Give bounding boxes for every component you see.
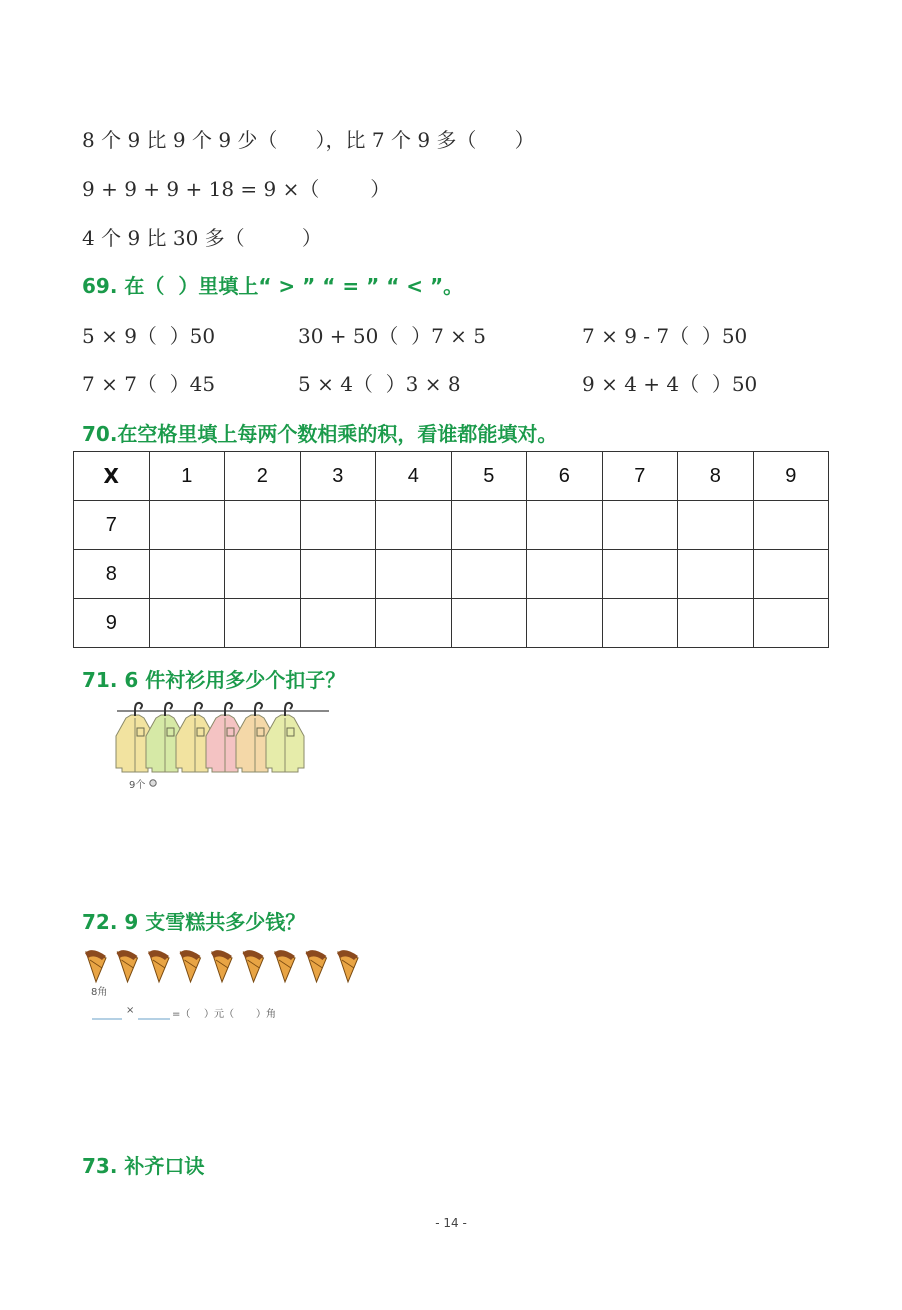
multiplication-table (73, 451, 829, 648)
price-label: 8角 (91, 987, 108, 998)
answer-cell[interactable] (602, 501, 678, 550)
col-header: 9 (753, 452, 829, 501)
shirt-icon (266, 703, 304, 772)
answer-cell[interactable] (376, 501, 452, 550)
table-corner: X (74, 452, 150, 501)
row-header: 9 (74, 599, 150, 648)
answer-cell[interactable] (300, 501, 376, 550)
q69-r2-c1: 7 × 7（ ）45 (82, 372, 216, 396)
col-header: 4 (376, 452, 452, 501)
answer-cell[interactable] (149, 501, 225, 550)
answer-cell[interactable] (678, 599, 754, 648)
q73-title: 73. 补齐口诀 (82, 1154, 205, 1178)
col-header: 5 (451, 452, 527, 501)
answer-cell[interactable] (451, 599, 527, 648)
table-row (74, 599, 829, 648)
answer-cell[interactable] (300, 599, 376, 648)
answer-cell[interactable] (376, 550, 452, 599)
answer-cell[interactable] (451, 550, 527, 599)
page-number: - 14 - (435, 1216, 467, 1230)
row-header: 7 (74, 501, 150, 550)
answer-cell[interactable] (602, 550, 678, 599)
col-header: 7 (602, 452, 678, 501)
icecream-icon (117, 950, 138, 982)
icecream-icon (211, 950, 232, 982)
problem-line-2: 9 + 9 + 9 + 18 = 9 ×（ ） (82, 177, 391, 201)
answer-cell[interactable] (678, 501, 754, 550)
icecream-icon (180, 950, 201, 982)
times-sign: × (126, 1005, 135, 1016)
answer-cell[interactable] (527, 599, 603, 648)
answer-cell[interactable] (376, 599, 452, 648)
icecream-group (85, 950, 358, 982)
answer-cell[interactable] (527, 550, 603, 599)
col-header: 8 (678, 452, 754, 501)
q70-title: 70.在空格里填上每两个数相乘的积，看谁都能填对。 (82, 422, 558, 446)
q69-r2-c3: 9 × 4 + 4（ ）50 (582, 372, 758, 396)
col-header: 2 (225, 452, 301, 501)
answer-cell[interactable] (753, 550, 829, 599)
table-row (74, 550, 829, 599)
q69-r1-c2: 30 + 50（ ）7 × 5 (298, 324, 487, 348)
answer-cell[interactable] (602, 599, 678, 648)
problem-line-1: 8 个 9 比 9 个 9 少（ ），比 7 个 9 多（ ） (82, 128, 535, 152)
table-header-row (74, 452, 829, 501)
button-icon (150, 780, 156, 786)
q72-title: 72. 9 支雪糕共多少钱？ (82, 910, 306, 934)
jiao-unit: ）角 (256, 1009, 276, 1020)
q69-r2-c2: 5 × 4（ ）3 × 8 (298, 372, 461, 396)
icecream-icon (337, 950, 358, 982)
q69-r1-c3: 7 × 9 - 7（ ）50 (582, 324, 748, 348)
answer-cell[interactable] (149, 599, 225, 648)
answer-cell[interactable] (225, 550, 301, 599)
answer-cell[interactable] (300, 550, 376, 599)
problem-line-3: 4 个 9 比 30 多（ ） (82, 226, 322, 250)
q69-r1-c1: 5 × 9（ ）50 (82, 324, 216, 348)
shirt-group (116, 703, 304, 772)
col-header: 3 (300, 452, 376, 501)
answer-cell[interactable] (225, 501, 301, 550)
row-header: 8 (74, 550, 150, 599)
icecream-icon (306, 950, 327, 982)
equals-open: =（ (172, 1009, 191, 1020)
answer-cell[interactable] (753, 599, 829, 648)
answer-cell[interactable] (753, 501, 829, 550)
col-header: 1 (149, 452, 225, 501)
buttons-per-shirt-label: 9个 (129, 780, 146, 791)
q71-title: 71. 6 件衬衫用多少个扣子？ (82, 668, 346, 692)
answer-cell[interactable] (149, 550, 225, 599)
table-row (74, 501, 829, 550)
answer-cell[interactable] (527, 501, 603, 550)
col-header: 6 (527, 452, 603, 501)
q69-title: 69. 在（ ）里填上“ > ” “ = ” “ < ”。 (82, 274, 464, 298)
answer-cell[interactable] (678, 550, 754, 599)
shirts-illustration (115, 698, 335, 794)
yuan-unit: ）元（ (204, 1009, 234, 1020)
answer-cell[interactable] (451, 501, 527, 550)
icecream-icon (243, 950, 264, 982)
icecream-illustration (82, 946, 362, 986)
icecream-icon (274, 950, 295, 982)
icecream-icon (148, 950, 169, 982)
icecream-icon (85, 950, 106, 982)
answer-cell[interactable] (225, 599, 301, 648)
